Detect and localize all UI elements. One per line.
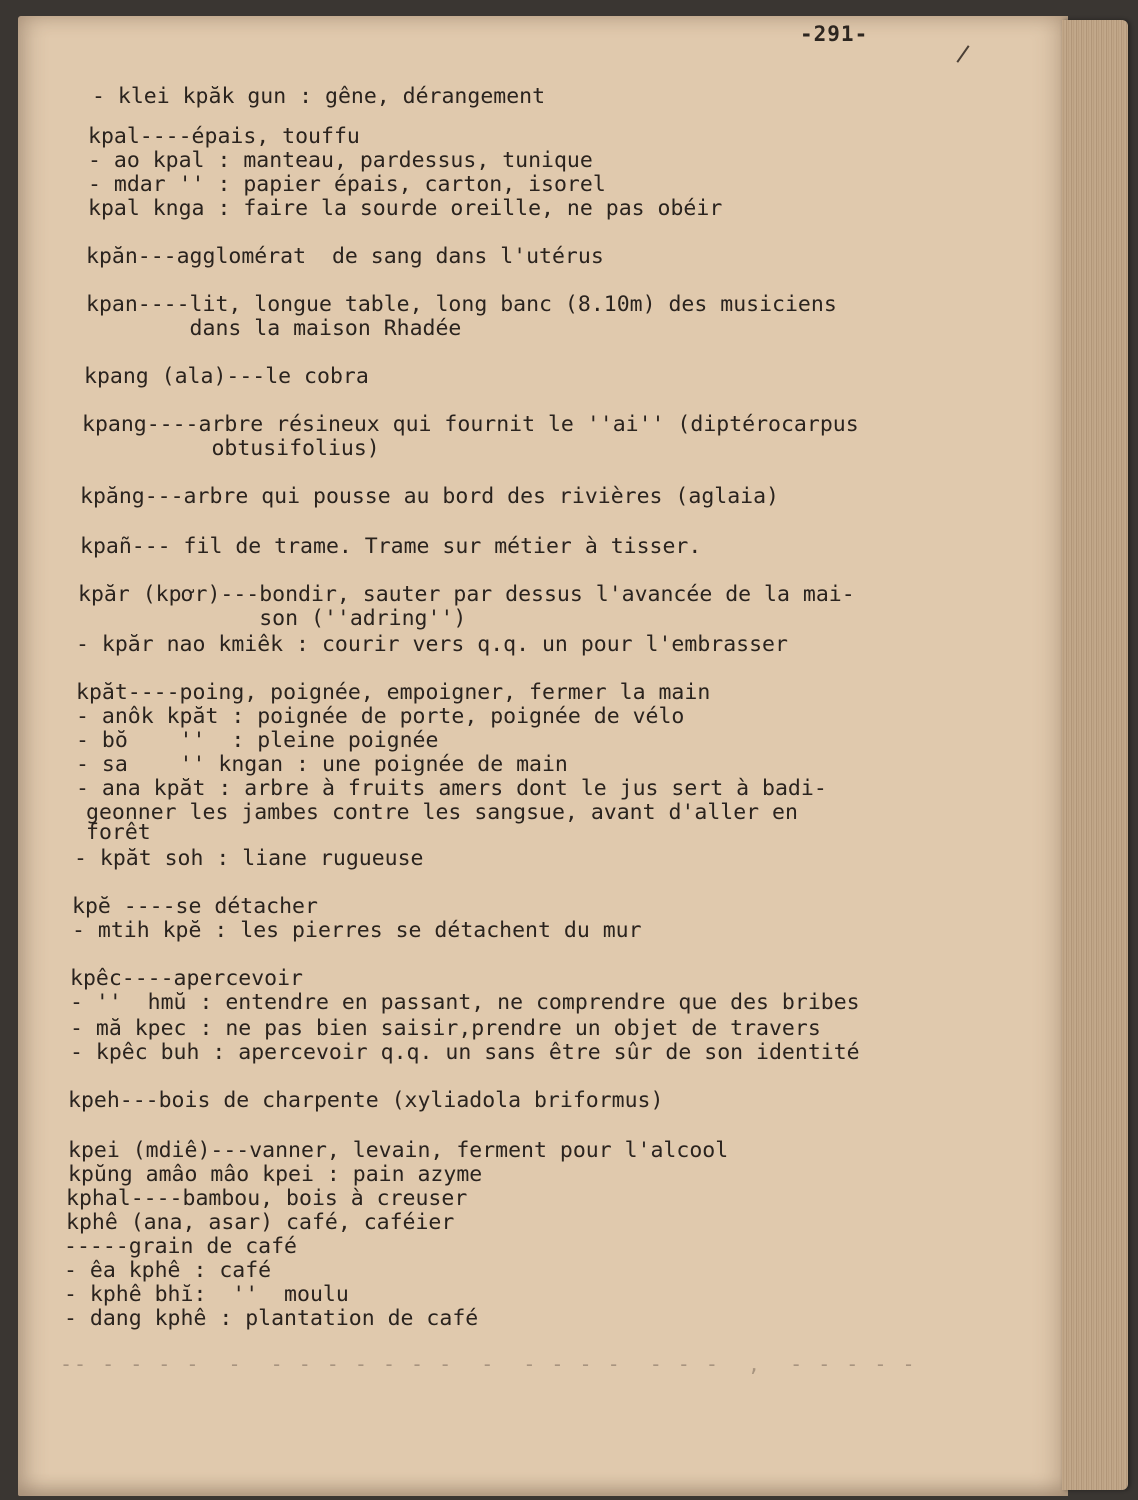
entry-line: - mdar '' : papier épais, carton, isorel [88,172,606,197]
entry-line: forêt [86,820,151,845]
entry-line: - ana kpăt : arbre à fruits amers dont le jus sert à badi- [76,776,827,801]
entry-line: - anôk kpăt : poignée de porte, poignée de vélo [76,704,685,729]
entry-line: kpĕ ----se détacher [72,894,318,919]
entry-line: son (''adring'') [78,606,467,631]
entry-line: kpêc----apercevoir [70,966,303,991]
entry-line: kpăt----poing, poignée, empoigner, fermer la main [76,680,711,705]
entry-line: - dang kphê : plantation de café [64,1306,479,1331]
entry-line: - bŏ '' : pleine poignée [76,728,439,753]
entry-line: kpal----épais, touffu [88,124,360,149]
entry-line: - kpăr nao kmiêk : courir vers q.q. un pour l'embrasser [76,632,788,657]
entry-line: kphê (ana, asar) café, caféier [66,1210,455,1235]
entry-line: obtusifolius) [82,436,380,461]
entry-line: kpeh---bois de charpente (xyliadola briformus) [68,1088,664,1113]
entry-line: - êa kphê : café [64,1258,272,1283]
entry-line: kpăng---arbre qui pousse au bord des rivières (aglaia) [80,484,779,509]
entry-line: - kpêc buh : apercevoir q.q. un sans être sûr de son identité [70,1040,860,1065]
entry-line: kpŭng amâo mâo kpei : pain azyme [68,1162,483,1187]
entry-line: - klei kpăk gun : gêne, dérangement [92,84,546,109]
entry-line: - mă kpec : ne pas bien saisir,prendre un objet de travers [70,1016,821,1041]
entry-line: kpan----lit, longue table, long banc (8.10m) des musiciens [86,292,837,317]
entry-line: - sa '' kngan : une poignée de main [76,752,568,777]
page-number: -291- [800,22,869,46]
entry-line: dans la maison Rhadée [86,316,462,341]
entry-line: kpăr (kpơr)---bondir, sauter par dessus l'avancée de la mai- [78,582,855,607]
entry-line: kpal knga : faire la sourde oreille, ne pas obéir [88,196,723,221]
entry-line: geonner les jambes contre les sangsue, avant d'aller en [86,800,798,825]
entry-line: - kpăt soh : liane rugueuse [74,846,424,871]
faint-bleedthrough-line: -- - - - - - - - - - - - - - - - - - - - - , - - - - - [60,1352,917,1376]
entry-line: - ao kpal : manteau, pardessus, tunique [88,148,593,173]
entry-line: kpang----arbre résineux qui fournit le ''ai'' (diptérocarpus [82,412,859,437]
entry-line: kpăn---agglomérat de sang dans l'utérus [86,244,604,269]
entry-line: kpang (ala)---le cobra [84,364,369,389]
entry-line: - mtih kpĕ : les pierres se détachent du mur [72,918,642,943]
entry-line: kphal----bambou, bois à creuser [66,1186,468,1211]
entry-line: - '' hmŭ : entendre en passant, ne comprendre que des bribes [70,990,860,1015]
entry-line: kpei (mdiê)---vanner, levain, ferment pour l'alcool [68,1138,729,1163]
entry-line: -----grain de café [64,1234,297,1259]
entry-line: - kphê bhĭ: '' moulu [64,1282,349,1307]
entry-line: kpañ--- fil de trame. Trame sur métier à tisser. [80,534,702,559]
